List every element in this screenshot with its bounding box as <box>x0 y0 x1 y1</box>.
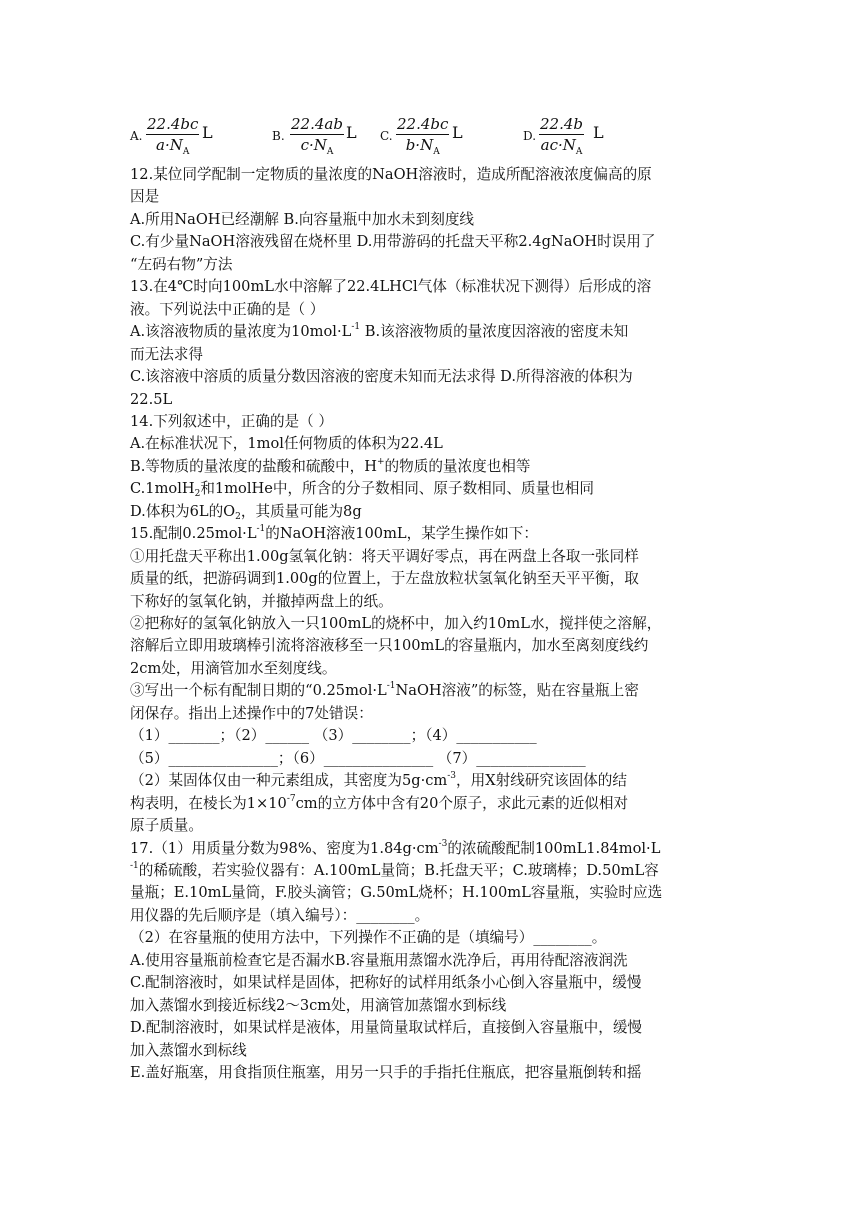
text-line: 溶解后立即用玻璃棒引流将溶液移至一只100mL的容量瓶内，加水至离刻度线约 <box>130 637 649 655</box>
text-line: A.使用容量瓶前检查它是否漏水B.容量瓶用蒸馏水洗净后，再用待配溶液润洗 <box>130 951 628 969</box>
text-line: 量瓶；E.10mL量筒，F.胶头滴管；G.50mL烧杯；H.100mL容量瓶，实验时应选 <box>130 884 663 902</box>
text-line: D.配制溶液时，如果试样是液体，用量筒量取试样后，直接倒入容量瓶中，缓慢 <box>130 1019 643 1037</box>
text-line: ③写出一个标有配制日期的“$0.25mol\cdot L^{-1}NaOH$溶液”的标签，贴在容量瓶上密 <box>130 681 639 700</box>
text-line: 加入蒸馏水到接近标线2～3cm处，用滴管加蒸馏水到标线 <box>130 996 507 1014</box>
text-line: （2）某固体仅由一种元素组成，其密度为$5g\cdot cm^{-3}$，用X射线研究该固体的结 <box>130 771 627 790</box>
text-line: A.该溶液物质的量浓度为$10mol\cdot L^{-1}$ B.该溶液物质的量浓度因溶液的密度未知 <box>130 322 629 341</box>
text-line: （1）_______；（2）______ （3）________；（4）___________ <box>130 727 537 745</box>
option-label: D. <box>523 129 537 143</box>
text-line: 加入蒸馏水到标线 <box>130 1041 247 1059</box>
text-line: 质量的纸，把游码调到1.00g的位置上，于左盘放粒状氢氧化钠至天平平衡，取 <box>130 570 639 588</box>
option-label: C. <box>380 129 393 143</box>
text-line: 下称好的氢氧化钠，并撤掉两盘上的纸。 <box>130 592 393 610</box>
text-line: A.在标准状况下，1mol任何物质的体积为22.4L <box>130 435 443 453</box>
text-line: $^{-1}$的稀硫酸，若实验仪器有：A.100mL量筒；B.托盘天平；C.玻璃棒；D.50mL容 <box>130 860 659 879</box>
text-line: （5）_______________；（6）_______________ （7）_______________ <box>130 749 586 767</box>
text-line: “左码右物”方法 <box>130 255 233 273</box>
text-line: C.该溶液中溶质的质量分数因溶液的密度未知而无法求得 D.所得溶液的体积为 <box>130 368 633 386</box>
text-line: （2）在容量瓶的使用方法中，下列操作不正确的是（填编号）________。 <box>130 929 607 947</box>
text-line: 22.5L <box>130 390 173 408</box>
text-line: E.盖好瓶塞，用食指顶住瓶塞，用另一只手的手指托住瓶底，把容量瓶倒转和摇 <box>130 1064 642 1081</box>
fraction: 22.4ab $c\cdot N_A$ <box>291 115 343 157</box>
text-line: 2cm处，用滴管加水至刻度线。 <box>130 659 337 677</box>
text-line: D.体积为6L的$O_2$，其质量可能为8g <box>130 502 362 522</box>
text-line: ①用托盘天平称出1.00g氢氧化钠：将天平调好零点，再在两盘上各取一张同样 <box>130 547 639 565</box>
text-line: C.有少量NaOH溶液残留在烧杯里 D.用带游码的托盘天平称2.4gNaOH时误用了 <box>130 233 656 251</box>
text-line: 原子质量。 <box>130 817 203 835</box>
fraction: 22.4bc $b\cdot N_A$ <box>397 115 449 157</box>
text-line: ②把称好的氢氧化钠放入一只100mL的烧杯中，加入约10mL水，搅拌使之溶解， <box>130 615 662 632</box>
text-line: 而无法求得 <box>130 345 203 363</box>
fraction: 22.4b $ac\cdot N_A$ <box>540 115 584 157</box>
text-line: B.等物质的量浓度的盐酸和硫酸中，H+的物质的量浓度也相等 <box>130 456 531 475</box>
text-line: C.1molH$_2$和1molHe中，所含的分子数相同、原子数相同、质量也相同 <box>130 480 594 500</box>
text-line: 闭保存。指出上述操作中的7处错误： <box>130 704 373 722</box>
text-line: 因是 <box>130 188 160 206</box>
text-line: A.所用NaOH已经潮解 B.向容量瓶中加水未到刻度线 <box>130 210 475 228</box>
text-line: 用仪器的先后顺序是（填入编号）：________。 <box>130 906 430 924</box>
text-line: C.配制溶液时，如果试样是固体，把称好的试样用纸条小心倒入容量瓶中，缓慢 <box>130 974 642 992</box>
option-label: A. <box>130 129 143 143</box>
text-line: 14.下列叙述中，正确的是（ ） <box>130 412 333 430</box>
text-line: 15.配制$0.25mol\cdot L^{-1}$的NaOH溶液100mL，某学生操作如下： <box>130 524 538 543</box>
text-line: 13.在4℃时向100mL水中溶解了22.4LHCl气体（标准状况下测得）后形成的溶 <box>130 278 652 296</box>
option-label: B. <box>272 129 285 143</box>
text-line: 构表明，在棱长为$1\times 10^{-7}cm$的立方体中含有20个原子，求此元素的近似相对 <box>130 793 629 812</box>
text-line: 12.某位同学配制一定物质的量浓度的NaOH溶液时，造成所配溶液浓度偏高的原 <box>130 166 652 183</box>
text-line: 17.（1）用质量分数为98%、密度为$1.84g\cdot cm^{-3}$的浓硫酸配制100mL1.84mol·L <box>130 838 661 857</box>
text-line: 液。下列说法中正确的是（ ） <box>130 300 325 318</box>
question-11-options: A. 22.4bc $a\cdot N_A$ L B. 22.4ab $c\cdot N_A$ L C. 22.4bc $b\cdot N_A$ L D. 22.4b $ac\cdot N_A$ L <box>130 114 730 164</box>
fraction: 22.4bc $a\cdot N_A$ <box>147 115 199 157</box>
